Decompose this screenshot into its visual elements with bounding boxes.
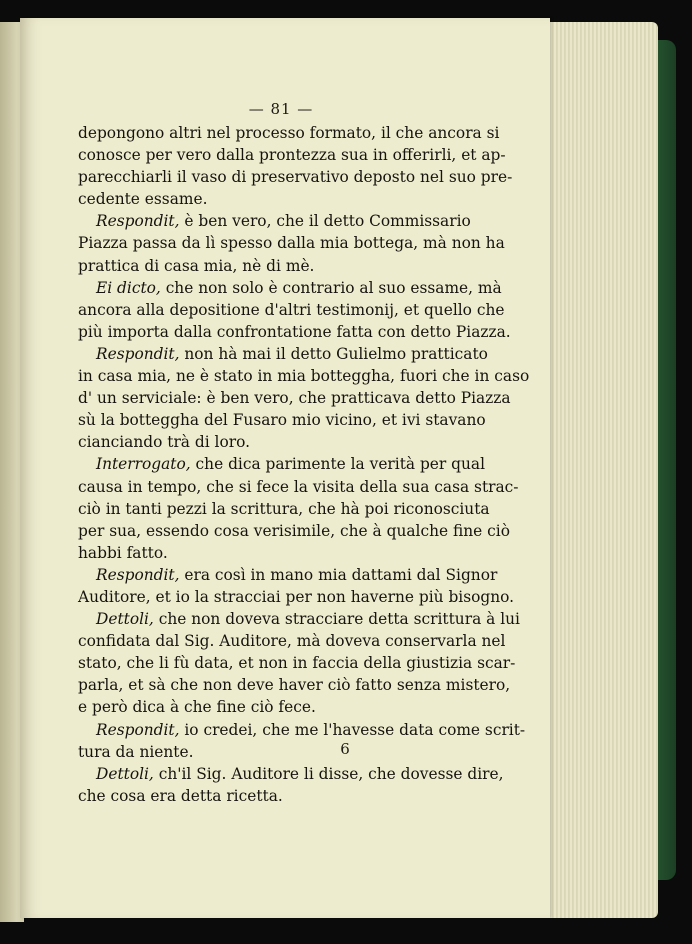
text-line: [78, 321, 511, 343]
line-text: habbi fatto.: [78, 543, 168, 562]
line-text: stato, che li fù data, et non in faccia della giustizia scar-: [78, 654, 516, 673]
line-text: Piazza passa da lì spesso dalla mia bottega, mà non ha: [78, 234, 505, 253]
line-text: depongono altri nel processo formato, il che ancora si: [78, 124, 500, 142]
text-line: [78, 696, 460, 718]
line-text: cianciando trà di loro.: [78, 433, 250, 452]
text-line: [78, 520, 510, 542]
line-text: più importa dalla confrontatione fatta con detto Piazza.: [78, 322, 511, 341]
text-line: [78, 188, 460, 210]
line-text: che non doveva stracciare detta scrittura à lui: [153, 610, 520, 629]
text-line: [78, 409, 486, 431]
text-line: [78, 277, 502, 299]
text-line: [78, 608, 520, 630]
line-text: sù la botteggha del Fusaro mio vicino, et ivi stavano: [78, 411, 486, 430]
line-text: era così in mano mia dattami dal Signor: [179, 565, 498, 584]
text-line: [78, 232, 505, 254]
speaker-label: Respondit,: [96, 212, 180, 231]
line-text: cedente essame.: [78, 190, 208, 209]
text-line: [78, 255, 460, 277]
text-line: [78, 453, 486, 475]
text-line: [78, 166, 513, 188]
speaker-label: Dettoli,: [96, 764, 154, 783]
text-line: [78, 652, 516, 674]
text-line: [78, 365, 530, 387]
speaker-label: Ei dicto,: [96, 278, 161, 297]
book-page: [20, 18, 550, 918]
text-line: [78, 210, 471, 232]
speaker-label: Respondit,: [96, 565, 180, 584]
text-line: [78, 542, 460, 564]
line-text: per sua, essendo cosa verisimile, che à qualche fine ciò: [78, 521, 510, 540]
line-text: ch'il Sig. Auditore li disse, che dovesse dire,: [153, 764, 504, 783]
text-line: [78, 564, 498, 586]
line-text: confidata dal Sig. Auditore, mà doveva conservarla nel: [78, 632, 506, 651]
text-line: [78, 299, 505, 321]
line-text: che cosa era detta ricetta.: [78, 786, 283, 805]
speaker-label: Respondit,: [96, 720, 180, 739]
line-text: Auditore, et io la stracciai per non haverne più bisogno.: [78, 587, 515, 606]
line-text: che dica parimente la verità per qual: [190, 455, 486, 474]
text-line: [78, 674, 511, 696]
line-text: in casa mia, ne è stato in mia botteggha, fuori che in caso: [78, 367, 530, 386]
text-line: [78, 476, 519, 498]
line-text: conosce per vero dalla prontezza sua in offerirli, et ap-: [78, 146, 506, 165]
text-line: [78, 122, 500, 144]
line-text: causa in tempo, che si fece la visita della sua casa strac-: [78, 477, 519, 496]
line-text: ancora alla depositione d'altri testimonij, et quello che: [78, 300, 505, 319]
line-text: è ben vero, che il detto Commissario: [179, 212, 471, 231]
text-line: [78, 431, 460, 453]
speaker-label: Dettoli,: [96, 610, 154, 629]
line-text: prattica di casa mia, nè di mè.: [78, 256, 315, 275]
line-text: d' un serviciale: è ben vero, che pratticava detto Piazza: [78, 389, 511, 408]
speaker-label: Interrogato,: [96, 455, 191, 474]
text-line: [78, 719, 526, 741]
line-text: ciò in tanti pezzi la scrittura, che hà poi riconosciuta: [78, 499, 490, 518]
line-text: parecchiarli il vaso di preservativo deposto nel suo pre-: [78, 168, 513, 187]
line-text: tura da niente.: [78, 742, 194, 761]
text-line: [78, 387, 511, 409]
text-line: [78, 785, 460, 807]
line-text: parla, et sà che non deve haver ciò fatto senza mistero,: [78, 676, 511, 695]
signature-mark: 6: [340, 740, 350, 758]
line-text: che non solo è contrario al suo essame, mà: [160, 278, 502, 297]
text-line: [78, 343, 488, 365]
line-text: io credei, che me l'havesse data come scrit-: [179, 720, 526, 739]
line-text: e però dica à che fine ciò fece.: [78, 698, 316, 717]
body-text: [78, 122, 530, 807]
speaker-label: Respondit,: [96, 344, 180, 363]
text-line: [78, 763, 504, 785]
text-line: [78, 630, 506, 652]
page-fore-edge: [546, 22, 658, 918]
text-line: [78, 144, 506, 166]
line-text: non hà mai il detto Gulielmo pratticato: [179, 344, 488, 363]
text-line: [78, 498, 490, 520]
text-line: [78, 741, 460, 763]
page-number: — 81 —: [248, 100, 314, 118]
text-line: [78, 586, 515, 608]
